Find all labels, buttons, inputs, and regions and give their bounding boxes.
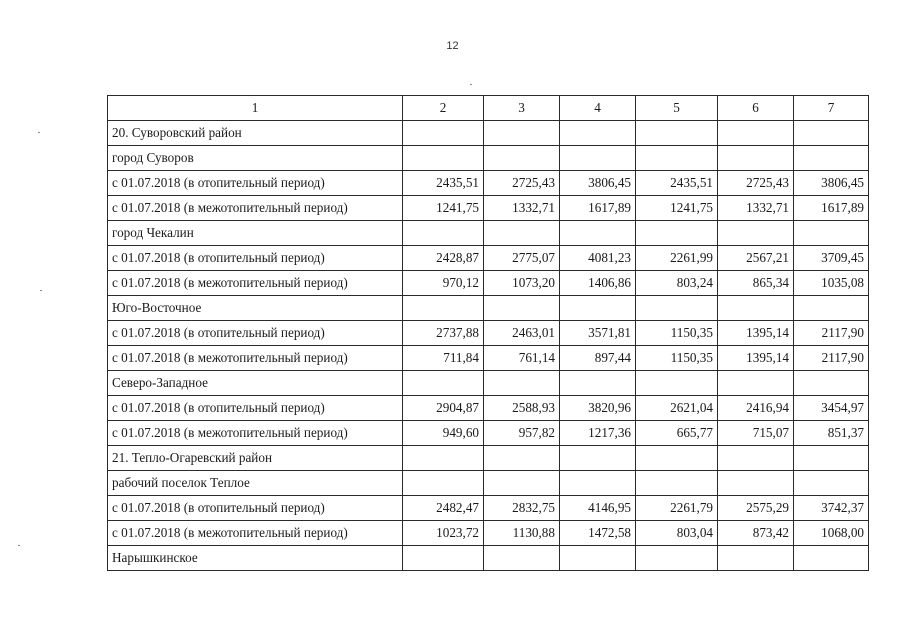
scan-speck [470, 84, 472, 85]
column-header: 1 [108, 96, 403, 121]
row-label: с 01.07.2018 (в межотопительный период) [108, 346, 403, 371]
tariff-value-cell: 897,44 [560, 346, 636, 371]
tariff-value-cell: 2725,43 [484, 171, 560, 196]
column-header: 7 [794, 96, 869, 121]
tariff-value-cell: 1150,35 [636, 321, 718, 346]
row-label: Северо-Западное [108, 371, 403, 396]
tariff-value-cell: 3820,96 [560, 396, 636, 421]
tariff-value-cell [484, 221, 560, 246]
column-header: 4 [560, 96, 636, 121]
tariff-value-cell [794, 471, 869, 496]
tariff-value-cell [718, 121, 794, 146]
row-label: с 01.07.2018 (в отопительный период) [108, 246, 403, 271]
tariff-value-cell [560, 121, 636, 146]
table-row [108, 546, 869, 571]
tariff-value-cell: 1217,36 [560, 421, 636, 446]
row-label: рабочий поселок Теплое [108, 471, 403, 496]
tariff-value-cell [794, 146, 869, 171]
table-row [108, 371, 869, 396]
tariff-value-cell [403, 446, 484, 471]
tariff-value-cell: 3571,81 [560, 321, 636, 346]
tariff-value-cell [636, 546, 718, 571]
tariff-value-cell: 1130,88 [484, 521, 560, 546]
tariff-value-cell: 2575,29 [718, 496, 794, 521]
row-label: город Суворов [108, 146, 403, 171]
tariff-value-cell: 3742,37 [794, 496, 869, 521]
row-label: с 01.07.2018 (в межотопительный период) [108, 196, 403, 221]
tariff-value-cell: 2261,79 [636, 496, 718, 521]
tariff-value-cell: 2261,99 [636, 246, 718, 271]
tariff-value-cell [560, 221, 636, 246]
row-label: 21. Тепло-Огаревский район [108, 446, 403, 471]
table-row [108, 296, 869, 321]
row-label: 20. Суворовский район [108, 121, 403, 146]
tariff-value-cell: 715,07 [718, 421, 794, 446]
row-label: с 01.07.2018 (в межотопительный период) [108, 271, 403, 296]
tariff-value-cell [403, 221, 484, 246]
row-label: город Чекалин [108, 221, 403, 246]
tariff-value-cell: 2588,93 [484, 396, 560, 421]
tariff-value-cell: 949,60 [403, 421, 484, 446]
tariff-value-cell [560, 371, 636, 396]
tariff-value-cell: 3806,45 [794, 171, 869, 196]
table-row [108, 396, 869, 421]
tariff-table [107, 95, 869, 571]
tariff-value-cell: 711,84 [403, 346, 484, 371]
tariff-value-cell [484, 371, 560, 396]
table-row [108, 146, 869, 171]
tariff-value-cell [560, 446, 636, 471]
tariff-value-cell: 851,37 [794, 421, 869, 446]
tariff-value-cell [484, 121, 560, 146]
column-header: 6 [718, 96, 794, 121]
tariff-value-cell: 4146,95 [560, 496, 636, 521]
tariff-value-cell: 3806,45 [560, 171, 636, 196]
tariff-value-cell: 803,24 [636, 271, 718, 296]
table-row [108, 246, 869, 271]
page-number: 12 [446, 40, 459, 52]
tariff-value-cell [794, 371, 869, 396]
tariff-value-cell [718, 471, 794, 496]
table-row [108, 271, 869, 296]
table-row [108, 321, 869, 346]
tariff-value-cell [403, 121, 484, 146]
tariff-value-cell: 970,12 [403, 271, 484, 296]
tariff-value-cell: 1395,14 [718, 346, 794, 371]
column-header: 2 [403, 96, 484, 121]
tariff-value-cell: 2416,94 [718, 396, 794, 421]
table-row [108, 471, 869, 496]
tariff-value-cell [560, 296, 636, 321]
tariff-value-cell [636, 471, 718, 496]
table-row [108, 221, 869, 246]
tariff-value-cell [718, 446, 794, 471]
tariff-value-cell: 761,14 [484, 346, 560, 371]
tariff-value-cell: 2832,75 [484, 496, 560, 521]
tariff-value-cell [484, 296, 560, 321]
tariff-value-cell: 1023,72 [403, 521, 484, 546]
tariff-value-cell: 1617,89 [794, 196, 869, 221]
tariff-value-cell: 4081,23 [560, 246, 636, 271]
scan-speck [18, 545, 20, 546]
scan-speck [40, 290, 42, 291]
tariff-value-cell [403, 296, 484, 321]
row-label: с 01.07.2018 (в отопительный период) [108, 396, 403, 421]
tariff-value-cell [794, 446, 869, 471]
tariff-value-cell: 1241,75 [636, 196, 718, 221]
tariff-value-cell: 2621,04 [636, 396, 718, 421]
tariff-value-cell: 2737,88 [403, 321, 484, 346]
tariff-value-cell: 1332,71 [718, 196, 794, 221]
tariff-value-cell: 957,82 [484, 421, 560, 446]
tariff-value-cell [718, 546, 794, 571]
tariff-value-cell [794, 221, 869, 246]
tariff-value-cell [636, 121, 718, 146]
table-row [108, 121, 869, 146]
tariff-value-cell [560, 546, 636, 571]
tariff-value-cell [718, 296, 794, 321]
table-row [108, 346, 869, 371]
tariff-value-cell [560, 471, 636, 496]
tariff-value-cell: 2725,43 [718, 171, 794, 196]
tariff-value-cell: 1150,35 [636, 346, 718, 371]
tariff-value-cell [560, 146, 636, 171]
tariff-value-cell: 2117,90 [794, 346, 869, 371]
tariff-value-cell [718, 146, 794, 171]
tariff-value-cell [636, 371, 718, 396]
row-label: с 01.07.2018 (в отопительный период) [108, 321, 403, 346]
tariff-value-cell: 1406,86 [560, 271, 636, 296]
tariff-value-cell: 1241,75 [403, 196, 484, 221]
table-row [108, 421, 869, 446]
column-header: 3 [484, 96, 560, 121]
tariff-value-cell: 1472,58 [560, 521, 636, 546]
row-label: с 01.07.2018 (в отопительный период) [108, 496, 403, 521]
tariff-value-cell [636, 446, 718, 471]
tariff-value-cell [403, 546, 484, 571]
tariff-value-cell: 873,42 [718, 521, 794, 546]
tariff-value-cell: 2904,87 [403, 396, 484, 421]
tariff-value-cell [636, 146, 718, 171]
tariff-value-cell [794, 121, 869, 146]
column-header: 5 [636, 96, 718, 121]
tariff-value-cell: 2435,51 [636, 171, 718, 196]
tariff-value-cell [636, 221, 718, 246]
tariff-value-cell [484, 146, 560, 171]
tariff-table-body [108, 96, 869, 571]
tariff-value-cell: 1068,00 [794, 521, 869, 546]
tariff-value-cell: 2482,47 [403, 496, 484, 521]
tariff-value-cell [718, 371, 794, 396]
tariff-value-cell: 2567,21 [718, 246, 794, 271]
tariff-value-cell: 2435,51 [403, 171, 484, 196]
table-row [108, 196, 869, 221]
tariff-value-cell [636, 296, 718, 321]
table-row [108, 496, 869, 521]
tariff-value-cell [403, 471, 484, 496]
row-label: Юго-Восточное [108, 296, 403, 321]
tariff-value-cell: 803,04 [636, 521, 718, 546]
tariff-value-cell [484, 546, 560, 571]
tariff-value-cell [794, 296, 869, 321]
tariff-value-cell: 1073,20 [484, 271, 560, 296]
tariff-value-cell: 2463,01 [484, 321, 560, 346]
tariff-value-cell [484, 446, 560, 471]
tariff-value-cell: 1617,89 [560, 196, 636, 221]
row-label: с 01.07.2018 (в межотопительный период) [108, 521, 403, 546]
tariff-value-cell [403, 146, 484, 171]
tariff-value-cell [718, 221, 794, 246]
tariff-value-cell: 3454,97 [794, 396, 869, 421]
tariff-value-cell: 1035,08 [794, 271, 869, 296]
tariff-value-cell [484, 471, 560, 496]
row-label: с 01.07.2018 (в отопительный период) [108, 171, 403, 196]
table-row [108, 446, 869, 471]
scan-speck [38, 132, 40, 133]
tariff-value-cell [403, 371, 484, 396]
tariff-value-cell: 1395,14 [718, 321, 794, 346]
row-label: с 01.07.2018 (в межотопительный период) [108, 421, 403, 446]
tariff-value-cell: 1332,71 [484, 196, 560, 221]
table-row [108, 171, 869, 196]
tariff-value-cell [794, 546, 869, 571]
tariff-value-cell: 665,77 [636, 421, 718, 446]
table-row [108, 521, 869, 546]
tariff-value-cell: 2428,87 [403, 246, 484, 271]
tariff-value-cell: 2117,90 [794, 321, 869, 346]
tariff-value-cell: 3709,45 [794, 246, 869, 271]
table-header-row [108, 96, 869, 121]
tariff-value-cell: 865,34 [718, 271, 794, 296]
tariff-value-cell: 2775,07 [484, 246, 560, 271]
row-label: Нарышкинское [108, 546, 403, 571]
